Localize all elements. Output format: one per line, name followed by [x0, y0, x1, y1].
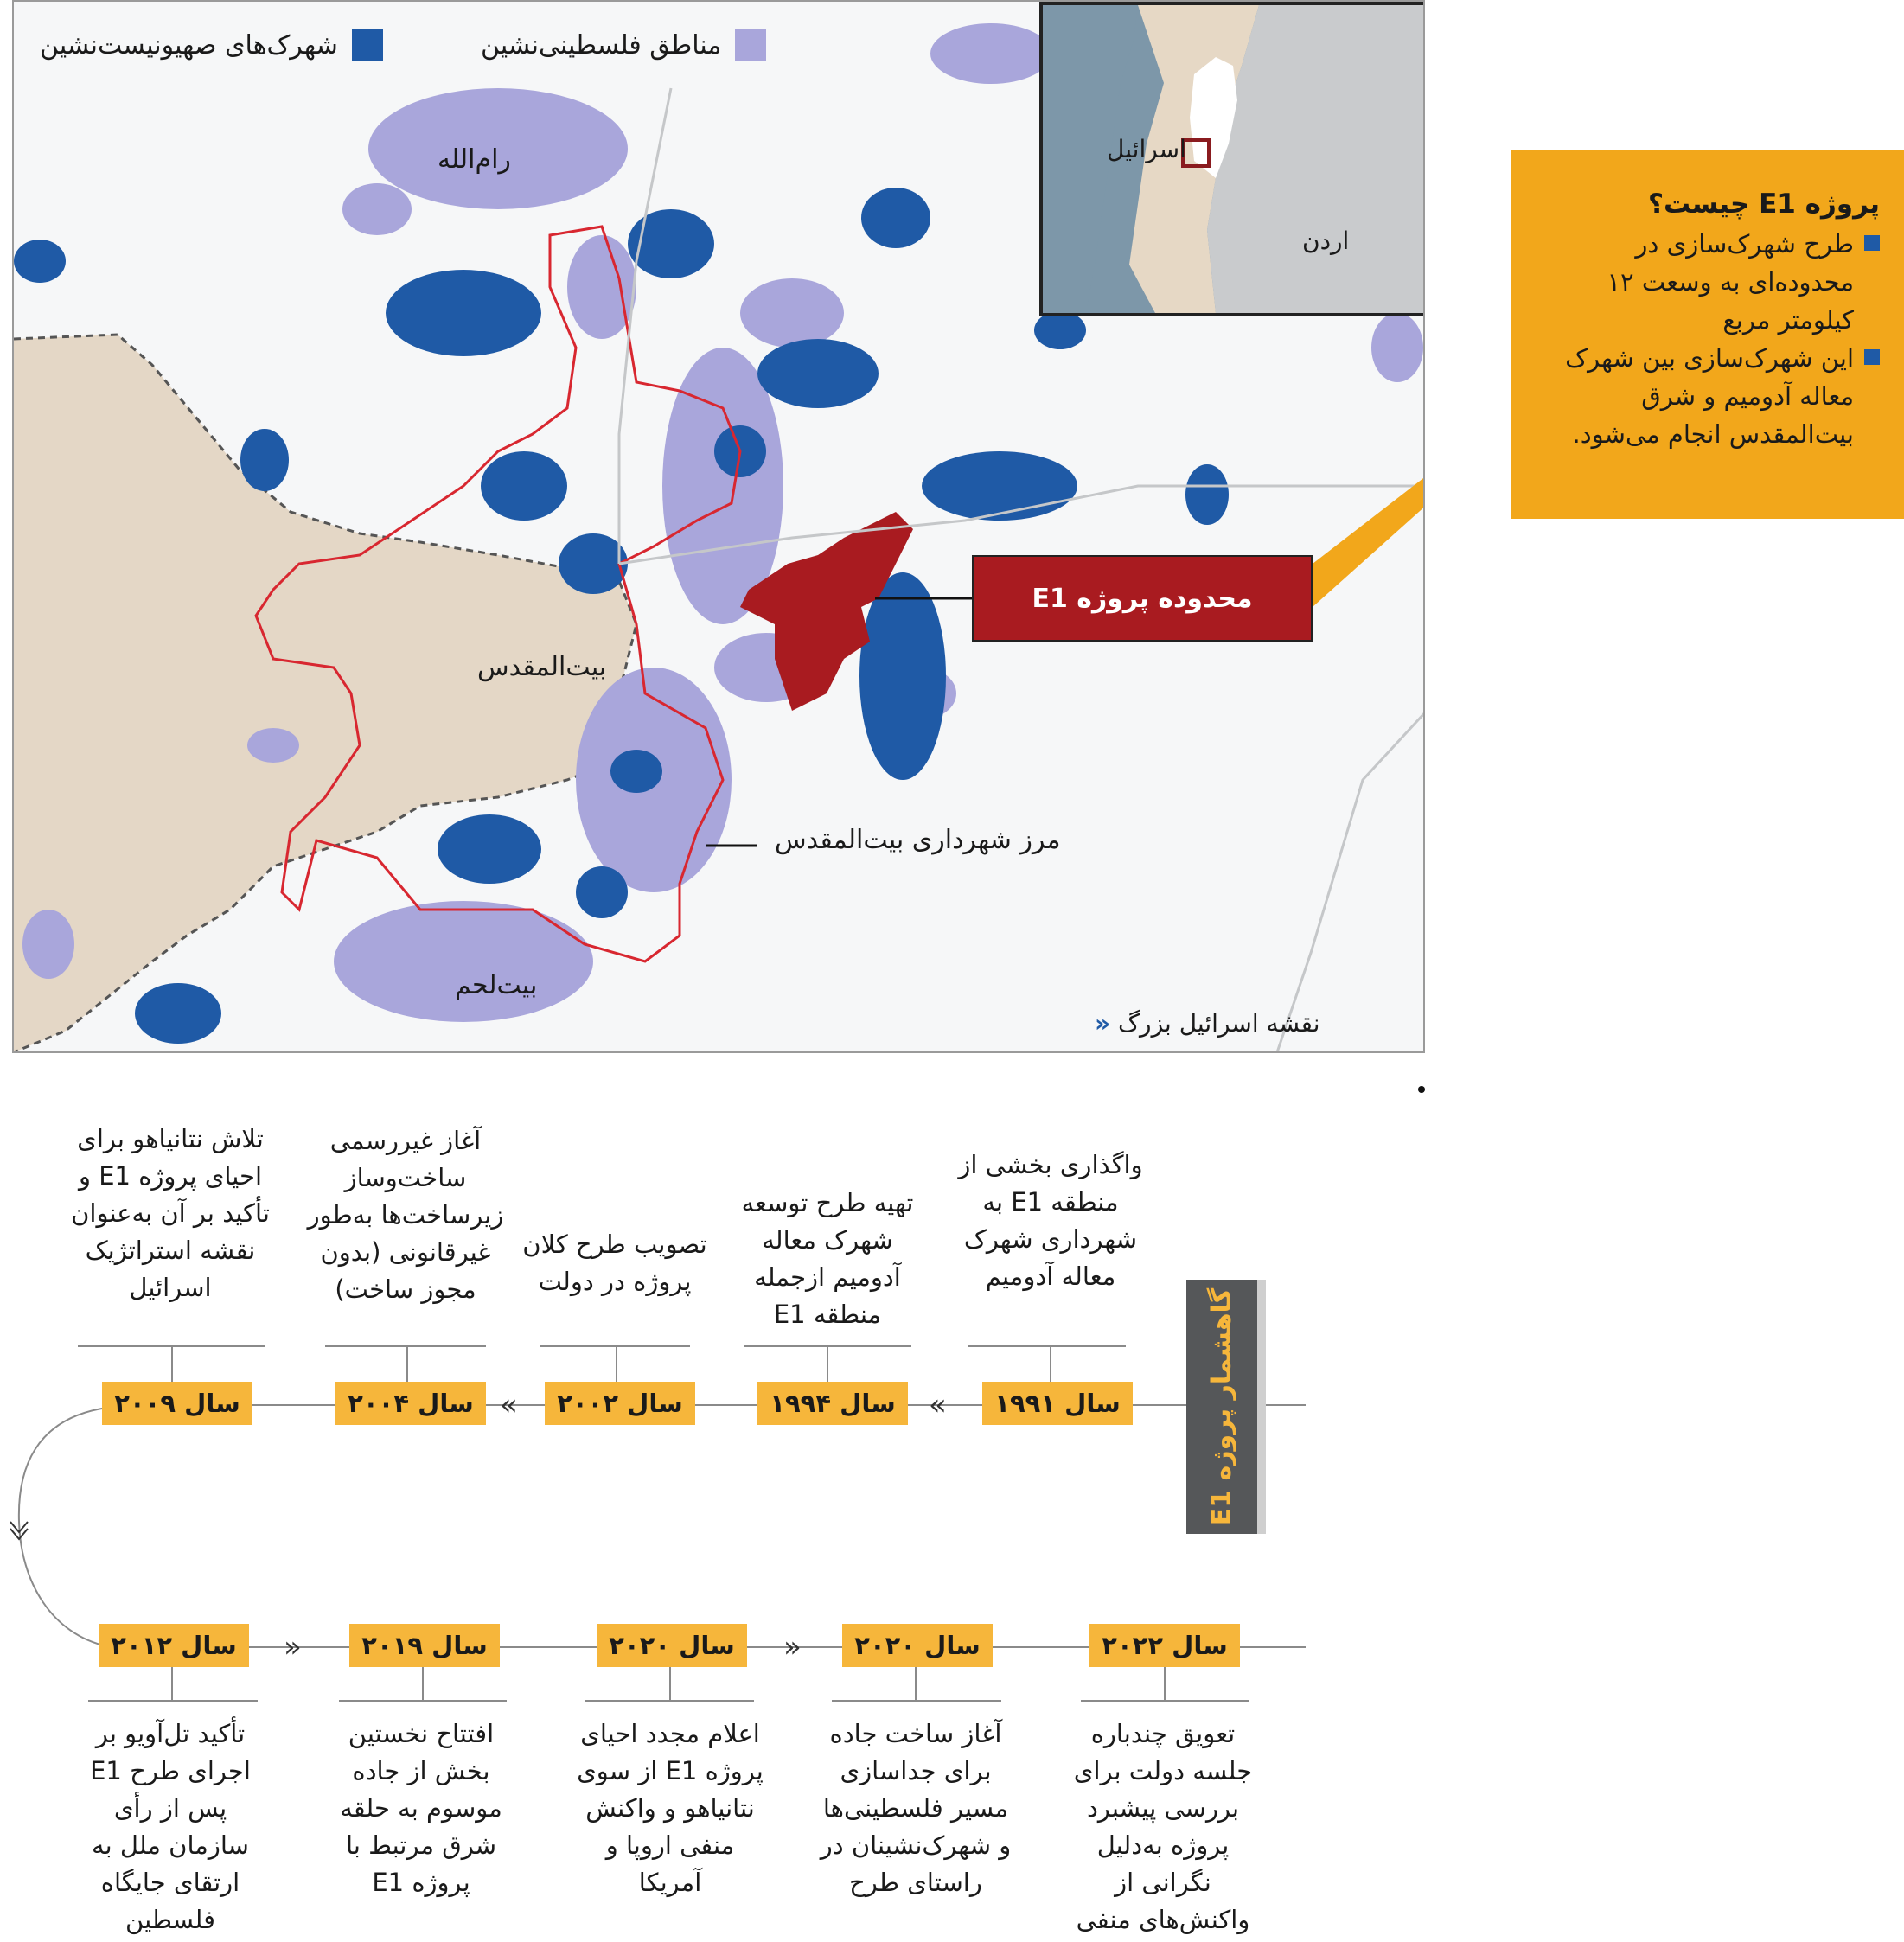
year-tick	[1050, 1345, 1051, 1382]
year-tick	[422, 1667, 424, 1702]
chevron-left-icon: «	[500, 1388, 518, 1422]
year-2022: سال ۲۰۲۲	[1089, 1624, 1240, 1667]
year-1994: سال ۱۹۹۴	[757, 1382, 908, 1425]
desc-separator	[1081, 1700, 1249, 1702]
event-desc-1994: تهیه طرح توسعه شهرک معاله آدومیم ازجمله منطقه E1	[741, 1188, 914, 1329]
dot-marker	[1418, 1086, 1425, 1093]
inset-terrain	[1043, 5, 1425, 313]
event-desc-2012: تأکید تل‌آویو بر اجرای طرح E1 پس از رأی سازمان ملل به ارتقای جایگاه فلسطین	[90, 1719, 251, 1934]
label-municipal-border: مرز شهرداری بیت‌المقدس	[775, 825, 1061, 855]
year-tick	[915, 1667, 917, 1702]
year-tick	[669, 1667, 671, 1702]
event-desc-2009: تلاش نتانیاهو برای احیای پروژه E1 و تأکید بر آن به‌عنوان نقشه استراتژیک اسرائیل	[71, 1124, 270, 1302]
event-desc-2019: افتتاح نخستین بخش از جاده موسوم به حلقه شرق مرتبط با پروژه E1	[340, 1719, 502, 1897]
year-tick	[406, 1345, 408, 1382]
year-2019: سال ۲۰۱۹	[349, 1624, 500, 1667]
year-2020: سال ۲۰۲۰	[842, 1624, 993, 1667]
year-2020: سال ۲۰۲۰	[597, 1624, 747, 1667]
chevron-left-icon: «	[929, 1388, 947, 1422]
inset-label-jordan: اردن	[1302, 227, 1350, 255]
bullet-square-icon	[1864, 349, 1880, 365]
legend-settlements-swatch	[352, 29, 383, 61]
event-desc-2020-a: اعلام مجدد احیای پروژه E1 از سوی نتانیاهو و واکنش منفی اروپا و آمریکا	[577, 1719, 764, 1897]
legend-settlements-label: شهرک‌های صهیونیست‌نشین	[40, 29, 338, 61]
callout-bullet	[1536, 225, 1880, 339]
double-chevron-icon: «	[1095, 1009, 1111, 1038]
greater-israel-link[interactable]	[1095, 1009, 1320, 1038]
year-2009: سال ۲۰۰۹	[102, 1382, 252, 1425]
desc-separator	[325, 1345, 486, 1347]
event-desc-2022: تعویق چندباره جلسه دولت برای بررسی پیشبرد پروژه به‌دلیل نگرانی از واکنش‌های منفی	[1073, 1719, 1253, 1934]
year-2012: سال ۲۰۱۲	[99, 1624, 249, 1667]
e1-area-text: محدوده پروژه E1	[1032, 583, 1253, 614]
year-2002: سال ۲۰۰۲	[545, 1382, 695, 1425]
e1-area-label	[972, 555, 1313, 642]
desc-separator	[88, 1700, 258, 1702]
legend-palestinian-swatch	[735, 29, 766, 61]
map-panel	[12, 0, 1425, 1053]
timeline-title-box	[1186, 1280, 1257, 1534]
desc-separator	[585, 1700, 754, 1702]
desc-separator	[339, 1700, 507, 1702]
year-1991: سال ۱۹۹۱	[982, 1382, 1133, 1425]
year-tick	[827, 1345, 828, 1382]
event-desc-2004: آغاز غیررسمی ساخت‌وساز زیرساخت‌ها به‌طور غیرقانونی (بدون مجوز ساخت)	[307, 1126, 504, 1304]
chevron-right-icon: »	[783, 1630, 802, 1664]
desc-separator	[540, 1345, 690, 1347]
bullet-square-icon	[1864, 235, 1880, 251]
event-desc-2020-b: آغاز ساخت جاده برای جداسازی مسیر فلسطینی‌ها و شهرک‌نشینان در راستای طرح	[820, 1719, 1012, 1897]
desc-separator	[832, 1700, 1001, 1702]
label-ramallah: رام‌الله	[438, 144, 511, 175]
year-tick	[171, 1345, 173, 1382]
label-jerusalem: بیت‌المقدس	[477, 652, 607, 682]
callout-bullet-text: این شهرک‌سازی بین شهرک معاله آدومیم و شرق بیت‌المقدس انجام می‌شود.	[1565, 343, 1854, 449]
event-desc-1991: واگذاری بخشی از منطقه E1 به شهرداری شهرک معاله آدومیم	[958, 1150, 1143, 1291]
callout-bullet-text: طرح شهرک‌سازی در محدوده‌ای به وسعت ۱۲ کیلومتر مربع	[1607, 229, 1854, 335]
legend-settlements	[40, 26, 383, 64]
legend-palestinian	[481, 26, 766, 64]
year-tick	[1164, 1667, 1166, 1702]
desc-separator	[968, 1345, 1126, 1347]
year-tick	[171, 1667, 173, 1702]
greater-israel-label: نقشه اسرائیل بزرگ	[1118, 1009, 1320, 1038]
chevron-right-icon: »	[284, 1630, 302, 1664]
label-bethlehem: بیت‌لحم	[455, 970, 538, 1000]
callout-question: پروژه E1 چیست؟	[1647, 188, 1880, 220]
year-tick	[616, 1345, 617, 1382]
timeline-connector-curve	[0, 1401, 121, 1660]
inset-label-israel: اسرائیل	[1107, 135, 1186, 163]
callout-bullet	[1536, 339, 1880, 453]
legend-palestinian-label: مناطق فلسطینی‌نشین	[481, 29, 722, 61]
year-2004: سال ۲۰۰۴	[335, 1382, 486, 1425]
e1-callout	[1511, 150, 1904, 519]
timeline-title: گاهشمار پروژه E1	[1206, 1287, 1237, 1526]
event-desc-2002: تصویب طرح کلان پروژه در دولت	[522, 1230, 707, 1296]
inset-map	[1039, 2, 1425, 316]
